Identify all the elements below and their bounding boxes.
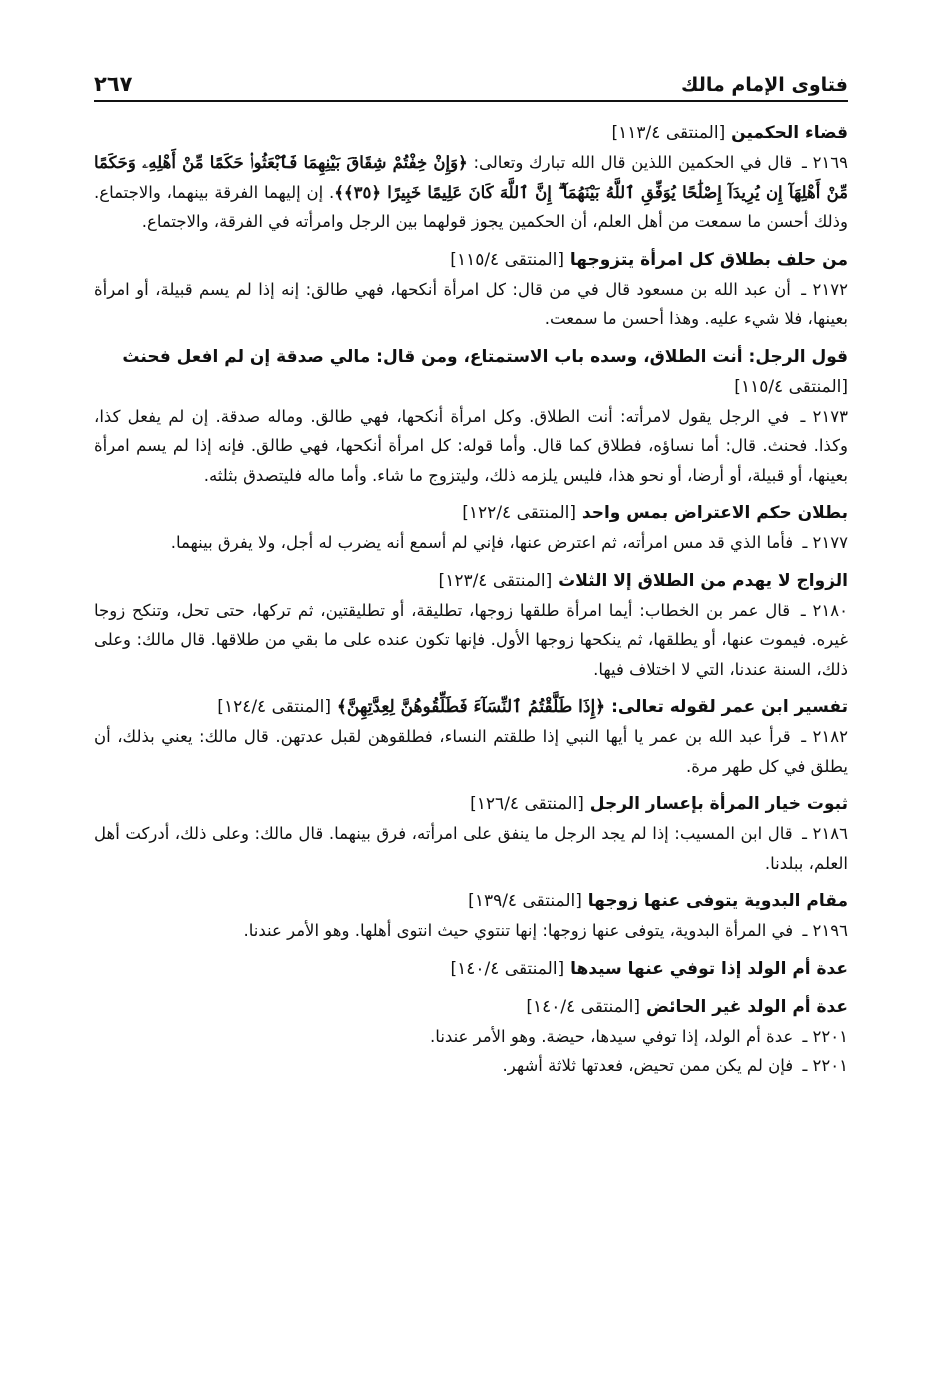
section-heading bbox=[94, 692, 848, 722]
section-heading bbox=[94, 566, 848, 596]
entry-number: ٢١٧٧ ـ bbox=[802, 533, 848, 552]
fatwa-section bbox=[94, 245, 848, 334]
entry-text: أن عبد الله بن مسعود قال في من قال: كل امرأة أنكحها، فهي طالق: إنه إذا لم يسم قبيلة، أو امرأة بعينها، فلا شيء عليه. وهذا أحسن ما سمعت. bbox=[94, 279, 848, 328]
fatwa-entry bbox=[94, 275, 848, 334]
source-reference: [المنتقى ١١٣/٤] bbox=[611, 123, 726, 143]
fatwa-section bbox=[94, 789, 848, 878]
source-reference: [المنتقى ١٢٣/٤] bbox=[438, 570, 553, 591]
source-reference: [المنتقى ١٤٠/٤] bbox=[450, 958, 565, 979]
section-heading-text: ثبوت خيار المرأة بإعسار الرجل bbox=[589, 794, 848, 814]
page-header bbox=[94, 58, 848, 102]
fatwa-entry bbox=[94, 596, 848, 685]
entry-text: فإن لم يكن ممن تحيض، فعدتها ثلاثة أشهر. bbox=[502, 1056, 794, 1075]
fatwa-entry bbox=[94, 148, 848, 237]
fatwa-section bbox=[94, 566, 848, 685]
entry-text: قال ابن المسيب: إذا لم يجد الرجل ما ينفق على امرأته، فرق بينهما. قال مالك: وعلى ذلك، أدركت أهل العلم، ببلدنا. bbox=[94, 824, 848, 873]
section-heading bbox=[94, 886, 848, 916]
fatwa-section bbox=[94, 498, 848, 558]
entry-number: ٢١٧٣ ـ bbox=[800, 406, 848, 426]
section-heading bbox=[94, 498, 848, 528]
section-heading bbox=[94, 789, 848, 819]
entry-text-continued: . إن إليهما الفرقة بينهما، والاجتماع. وذلك أحسن ما سمعت من أهل العلم، أن الحكمين يجوز قولهما بين الرجل وامرأته في الفرقة، والاجتماع. bbox=[94, 182, 848, 231]
fatwa-entry bbox=[94, 1051, 848, 1081]
section-heading bbox=[94, 342, 848, 402]
fatwa-section bbox=[94, 118, 848, 237]
source-reference: [المنتقى ١٣٩/٤] bbox=[468, 891, 582, 911]
page-content bbox=[94, 118, 848, 1089]
entry-text: قال عمر بن الخطاب: أيما امرأة طلقها زوجها، تطليقة، أو تطليقتين، ثم تركها، حتى تحل، وتنكح زوجا غيره. فيموت عنها، أو يطلقها، ثم ينكحها زوجها الأول. فإنها تكون عنده على ما بقي من طلاقها. قال مالك: وعلى ذلك، السنة عندنا، التي لا اختلاف فيها. bbox=[94, 600, 848, 679]
fatwa-section bbox=[94, 992, 848, 1081]
source-reference: [المنتقى ١١٥/٤] bbox=[450, 249, 564, 270]
fatwa-entry bbox=[94, 1022, 848, 1052]
fatwa-entry bbox=[94, 819, 848, 878]
source-reference: [المنتقى ١٢٤/٤] bbox=[217, 697, 331, 717]
fatwa-section bbox=[94, 692, 848, 781]
section-heading-text: قول الرجل: أنت الطلاق، وسده باب الاستمتاع، ومن قال: مالي صدقة إن لم افعل فحنث bbox=[122, 346, 848, 367]
fatwa-entry bbox=[94, 402, 848, 491]
source-reference: [المنتقى ١١٥/٤] bbox=[734, 376, 848, 397]
quran-verse: ﴿وَإِنْ خِفْتُمْ شِقَاقَ بَيْنِهِمَا فَٱبْعَثُوا۟ حَكَمًا مِّنْ أَهْلِهِۦ وَحَكَمًا مِّنْ أَهْلِهَآ إِن يُرِيدَآ إِصْلَٰحًا يُوَفِّقِ ٱللَّهُ بَيْنَهُمَآ ۗ إِنَّ ٱللَّهَ كَانَ عَلِيمًا خَبِيرًا ﴿٣٥﴾﴾ bbox=[94, 153, 848, 202]
fatwa-entry bbox=[94, 916, 848, 946]
entry-text: عدة أم الولد، إذا توفي سيدها، حيضة. وهو الأمر عندنا. bbox=[430, 1026, 794, 1046]
section-heading-text: قضاء الحكمين bbox=[731, 123, 848, 143]
section-heading-text: مقام البدوية يتوفى عنها زوجها bbox=[587, 891, 848, 911]
section-heading-text: الزواج لا يهدم من الطلاق إلا الثلاث bbox=[558, 570, 848, 591]
entry-number: ٢٢٠١ ـ bbox=[802, 1026, 848, 1046]
source-reference: [المنتقى ١٤٠/٤] bbox=[526, 996, 641, 1017]
entry-number: ٢١٦٩ ـ bbox=[802, 153, 849, 172]
entry-number: ٢١٧٢ ـ bbox=[801, 279, 848, 299]
fatwa-entry bbox=[94, 528, 848, 558]
entry-text: في الرجل يقول لامرأته: أنت الطلاق. وكل امرأة أنكحها، فهي طالق. وماله صدقة. إن لم يفعل كذا، وكذا. فحنث. قال: أما نساؤه، فطلاق كما قال. وأما قوله: كل امرأة أنكحها، فهي طالق. فإنه إذا لم يسم امرأة بعينها، أو قبيلة، أو أرضا، أو نحو هذا، فليس يلزمه ذلك، وليتزوج ما شاء. وأما ماله فليتصدق بثلثه. bbox=[94, 406, 848, 485]
fatwa-section bbox=[94, 886, 848, 946]
page-number: ٢٦٧ bbox=[94, 72, 133, 96]
section-heading bbox=[94, 992, 848, 1022]
source-reference: [المنتقى ١٢٢/٤] bbox=[462, 503, 576, 523]
running-title: فتاوى الإمام مالك bbox=[681, 74, 848, 96]
entry-number: ٢٢٠١ ـ bbox=[802, 1056, 848, 1075]
fatwa-section bbox=[94, 954, 848, 984]
entry-text: فأما الذي قد مس امرأته، ثم اعترض عنها، فإني لم أسمع أنه يضرب له أجل، ولا يفرق بينهما. bbox=[170, 533, 794, 552]
fatwa-section bbox=[94, 342, 848, 491]
entry-number: ٢١٩٦ ـ bbox=[802, 921, 848, 940]
entry-number: ٢١٨٢ ـ bbox=[801, 727, 848, 746]
source-reference: [المنتقى ١٢٦/٤] bbox=[470, 794, 584, 814]
heading-quran-verse: ﴿إِذَا طَلَّقْتُمُ ٱلنِّسَآءَ فَطَلِّقُوهُنَّ لِعِدَّتِهِنَّ﴾ bbox=[336, 697, 606, 717]
section-heading-text: تفسير ابن عمر لقوله تعالى: bbox=[611, 697, 848, 717]
entry-text: قال في الحكمين اللذين قال الله تبارك وتعالى: bbox=[473, 153, 793, 172]
section-heading-text: بطلان حكم الاعتراض بمس واحد bbox=[581, 503, 848, 523]
fatwa-entry bbox=[94, 722, 848, 781]
entry-number: ٢١٨٦ ـ bbox=[802, 824, 848, 843]
entry-text: قرأ عبد الله بن عمر يا أيها النبي إذا طلقتم النساء، فطلقوهن لقبل عدتهن. قال مالك: يعني بذلك، أن يطلق في كل طهر مرة. bbox=[94, 727, 848, 776]
section-heading bbox=[94, 954, 848, 984]
section-heading-text: من حلف بطلاق كل امرأة يتزوجها bbox=[569, 249, 848, 270]
entry-text: في المرأة البدوية، يتوفى عنها زوجها: إنها تنتوي حيث انتوى أهلها. وهو الأمر عندنا. bbox=[243, 921, 794, 940]
section-heading bbox=[94, 245, 848, 275]
section-heading-text: عدة أم الولد إذا توفي عنها سيدها bbox=[570, 958, 848, 979]
entry-number: ٢١٨٠ ـ bbox=[800, 600, 848, 620]
section-heading-text: عدة أم الولد غير الحائض bbox=[645, 996, 848, 1017]
section-heading bbox=[94, 118, 848, 148]
